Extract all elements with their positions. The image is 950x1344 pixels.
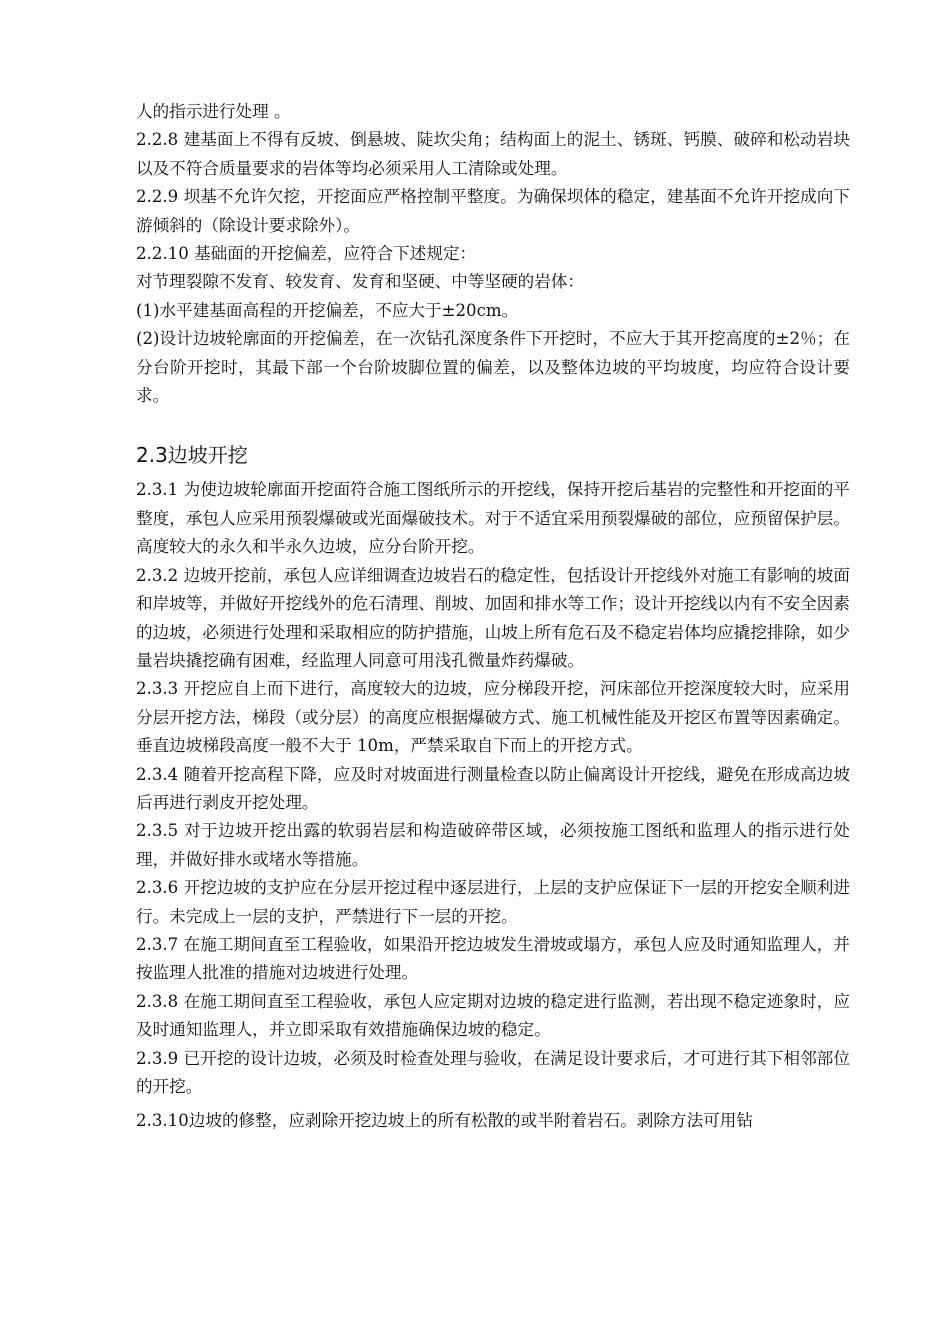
paragraph-2-3-3: 2.3.3 开挖应自上而下进行，高度较大的边坡，应分梯段开挖，河床部位开挖深度较大时，应采用分层开挖方法，梯段（或分层）的高度应根据爆破方式、施工机械性能及开挖区布置等因素确定。垂直边坡梯段高度一般不大于 10m，严禁采取自下而上的开挖方式。 bbox=[136, 679, 850, 756]
paragraph-2-3-6: 2.3.6 开挖边坡的支护应在分层开挖过程中逐层进行，上层的支护应保证下一层的开挖安全顺利进行。未完成上一层的支护，严禁进行下一层的开挖。 bbox=[136, 878, 850, 926]
paragraph-2-2-8: 2.2.8 建基面上不得有反坡、倒悬坡、陡坎尖角；结构面上的泥土、锈斑、钙膜、破碎和松动岩块以及不符合质量要求的岩体等均必须采用人工清除或处理。 bbox=[136, 130, 850, 178]
section-heading: 2.3边坡开挖 bbox=[136, 443, 248, 468]
paragraph-item-1: (1)水平建基面高程的开挖偏差，不应大于±20cm。 bbox=[136, 300, 519, 320]
paragraph-2-3-1: 2.3.1 为使边坡轮廓面开挖面符合施工图纸所示的开挖线，保持开挖后基岩的完整性和开挖面的平整度，承包人应采用预裂爆破或光面爆破技术。对于不适宜采用预裂爆破的部位，应预留保护层。高度较大的永久和半永久边坡，应分台阶开挖。 bbox=[136, 480, 850, 557]
paragraph-rock-condition: 对节理裂隙不发育、较发育、发育和坚硬、中等坚硬的岩体： bbox=[136, 272, 585, 292]
paragraph-item-2: (2)设计边坡轮廓面的开挖偏差，在一次钻孔深度条件下开挖时，不应大于其开挖高度的±2％；在分台阶开挖时，其最下部一个台阶坡脚位置的偏差，以及整体边坡的平均坡度，均应符合设计要求。 bbox=[136, 329, 850, 406]
paragraph-2-3-2: 2.3.2 边坡开挖前，承包人应详细调查边坡岩石的稳定性，包括设计开挖线外对施工有影响的坡面和岸坡等，并做好开挖线外的危石清理、削坡、加固和排水等工作；设计开挖线以内有不安全因素的边坡，必须进行处理和采取相应的防护措施，山坡上所有危石及不稳定岩体均应撬挖排除，如少量岩块撬挖确有困难，经监理人同意可用浅孔微量炸药爆破。 bbox=[136, 565, 850, 670]
paragraph-continuation: 人的指示进行处理 。 bbox=[136, 102, 291, 121]
paragraph-2-3-10: 2.3.10边坡的修整，应剥除开挖边坡上的所有松散的或半附着岩石。剥除方法可用钻 bbox=[136, 1111, 753, 1131]
paragraph-2-3-5: 2.3.5 对于边坡开挖出露的软弱岩层和构造破碎带区域，必须按施工图纸和监理人的指示进行处理，并做好排水或堵水等措施。 bbox=[136, 821, 850, 869]
paragraph-2-2-9: 2.2.9 坝基不允许欠挖，开挖面应严格控制平整度。为确保坝体的稳定，建基面不允许开挖成向下游倾斜的（除设计要求除外）。 bbox=[136, 187, 850, 235]
paragraph-2-3-4: 2.3.4 随着开挖高程下降，应及时对坡面进行测量检查以防止偏离设计开挖线，避免在形成高边坡后再进行剥皮开挖处理。 bbox=[136, 764, 850, 812]
paragraph-2-3-7: 2.3.7 在施工期间直至工程验收，如果沿开挖边坡发生滑坡或塌方，承包人应及时通知监理人，并按监理人批准的措施对边坡进行处理。 bbox=[136, 934, 850, 983]
paragraph-2-3-8: 2.3.8 在施工期间直至工程验收，承包人应定期对边坡的稳定进行监测，若出现不稳定迹象时，应及时通知监理人，并立即采取有效措施确保边坡的稳定。 bbox=[136, 991, 850, 1040]
paragraph-2-2-10: 2.2.10 基础面的开挖偏差，应符合下述规定： bbox=[136, 244, 477, 264]
document-body bbox=[136, 98, 850, 1136]
paragraph-2-3-9: 2.3.9 已开挖的设计边坡，必须及时检查处理与验收，在满足设计要求后，才可进行其下相邻部位的开挖。 bbox=[136, 1048, 850, 1096]
